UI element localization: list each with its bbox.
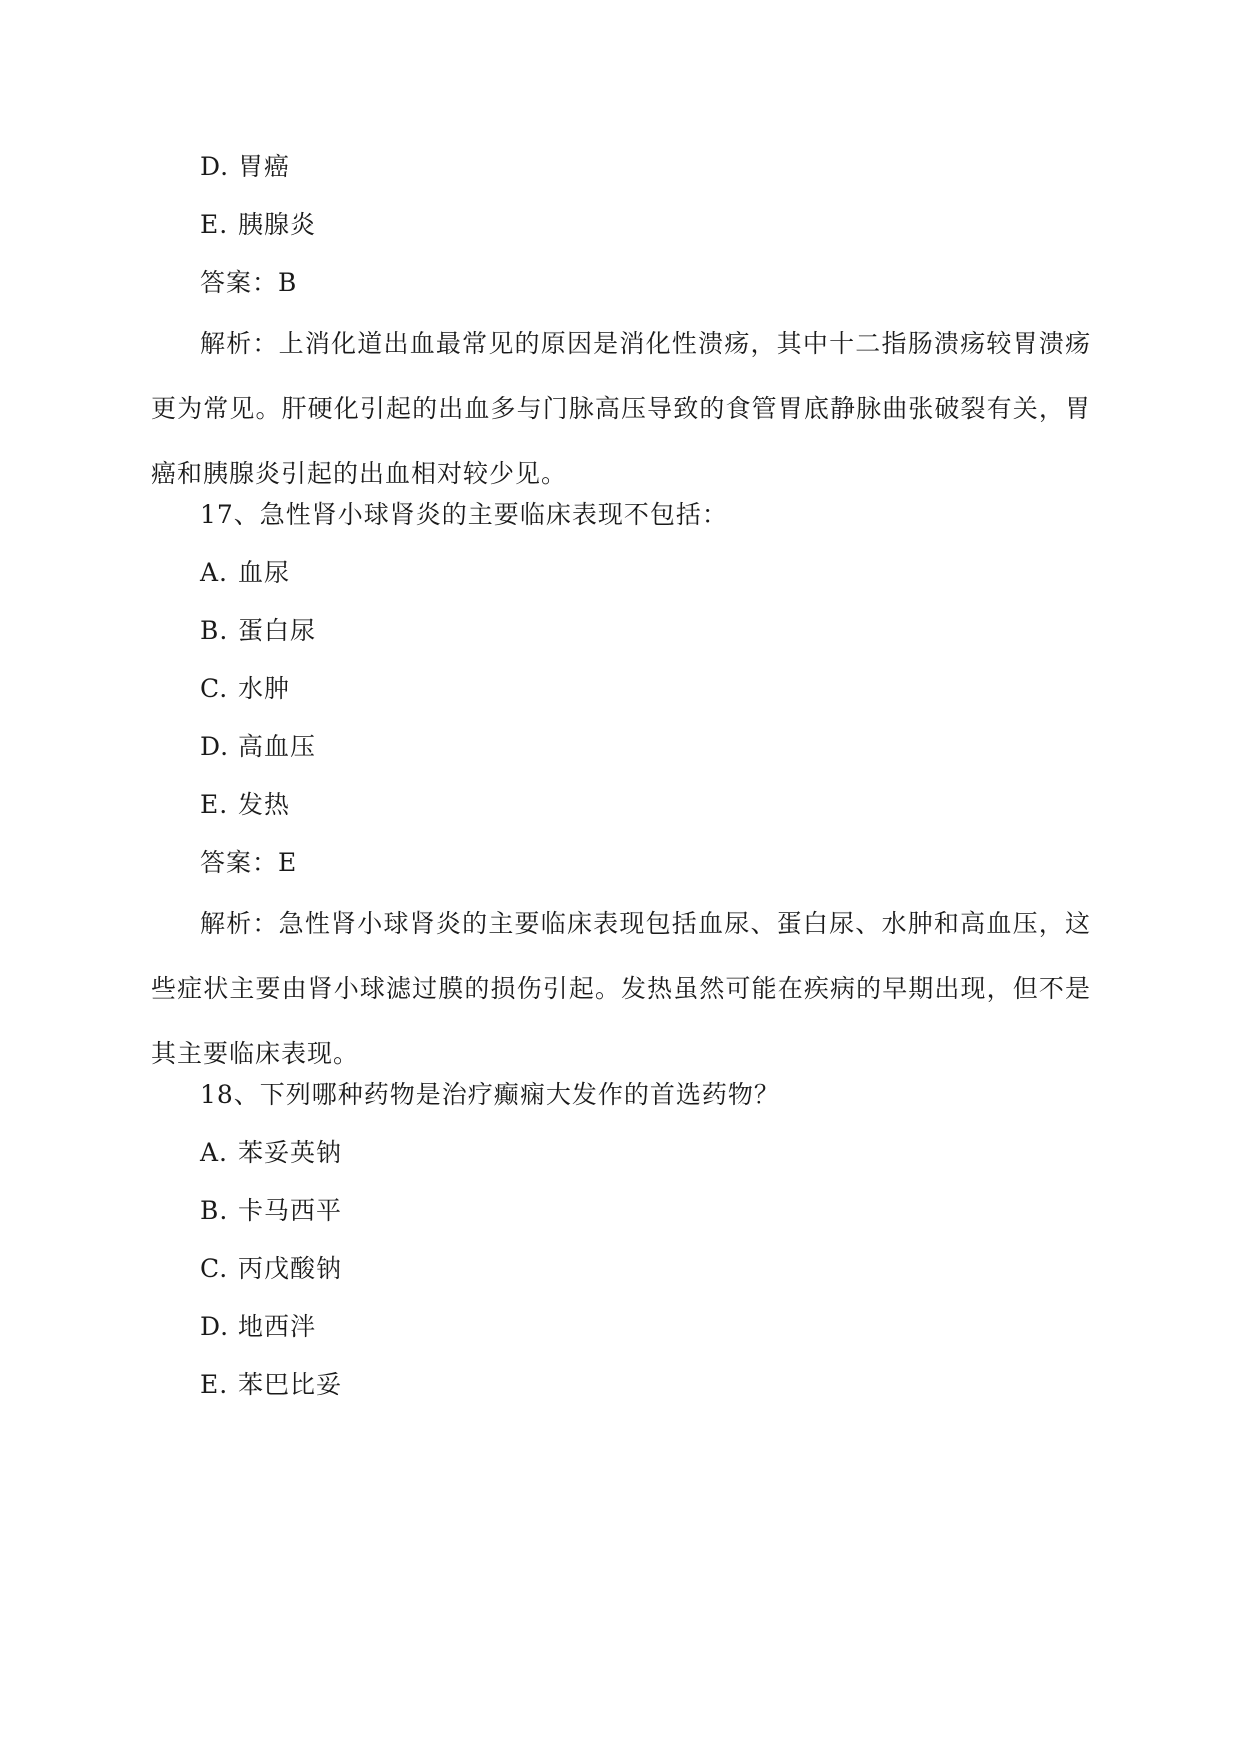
option-text: 卡马西平 bbox=[238, 1196, 343, 1225]
q17-question: 17、急性肾小球肾炎的主要临床表现不包括： bbox=[200, 500, 728, 529]
q17-option-c bbox=[200, 674, 290, 704]
option-label: D. bbox=[200, 732, 230, 761]
q18-option-c bbox=[200, 1254, 342, 1284]
option-label: E. bbox=[200, 790, 229, 819]
q17-analysis: 解析：急性肾小球肾炎的主要临床表现包括血尿、蛋白尿、水肿和高血压，这些症状主要由肾小球滤过膜的损伤引起。发热虽然可能在疾病的早期出现，但不是其主要临床表现。 bbox=[151, 909, 1091, 1068]
option-label: D. bbox=[200, 1312, 230, 1341]
q18-option-d bbox=[200, 1312, 316, 1342]
option-label: C. bbox=[200, 1254, 229, 1283]
q17-option-e bbox=[200, 790, 290, 820]
q18-option-e bbox=[200, 1370, 342, 1400]
option-text: 丙戊酸钠 bbox=[238, 1254, 343, 1283]
q17-option-b bbox=[200, 616, 316, 646]
option-label: B. bbox=[200, 616, 229, 645]
option-text: 胰腺炎 bbox=[238, 210, 317, 239]
option-text: 高血压 bbox=[238, 732, 317, 761]
option-label: C. bbox=[200, 674, 229, 703]
option-text: 苯巴比妥 bbox=[238, 1370, 343, 1399]
option-text: 发热 bbox=[238, 790, 291, 819]
option-label: D. bbox=[200, 152, 230, 181]
q16-option-e bbox=[200, 210, 316, 240]
option-label: A. bbox=[200, 1138, 229, 1167]
option-text: 地西泮 bbox=[238, 1312, 317, 1341]
q16-answer: 答案：B bbox=[200, 268, 298, 297]
option-text: 胃癌 bbox=[238, 152, 291, 181]
q17-option-a bbox=[200, 558, 290, 588]
q16-analysis: 解析：上消化道出血最常见的原因是消化性溃疡，其中十二指肠溃疡较胃溃疡更为常见。肝硬化引起的出血多与门脉高压导致的食管胃底静脉曲张破裂有关，胃癌和胰腺炎引起的出血相对较少见。 bbox=[151, 329, 1091, 488]
q16-option-d bbox=[200, 152, 290, 182]
option-text: 血尿 bbox=[238, 558, 291, 587]
q18-option-b bbox=[200, 1196, 342, 1226]
q18-option-a bbox=[200, 1138, 342, 1168]
option-label: E. bbox=[200, 1370, 229, 1399]
option-text: 蛋白尿 bbox=[238, 616, 317, 645]
q17-option-d bbox=[200, 732, 316, 762]
q18-question: 18、下列哪种药物是治疗癫痫大发作的首选药物？ bbox=[200, 1080, 780, 1109]
option-text: 苯妥英钠 bbox=[238, 1138, 343, 1167]
option-text: 水肿 bbox=[238, 674, 291, 703]
q17-answer: 答案：E bbox=[200, 848, 298, 877]
option-label: B. bbox=[200, 1196, 229, 1225]
option-label: E. bbox=[200, 210, 229, 239]
option-label: A. bbox=[200, 558, 229, 587]
